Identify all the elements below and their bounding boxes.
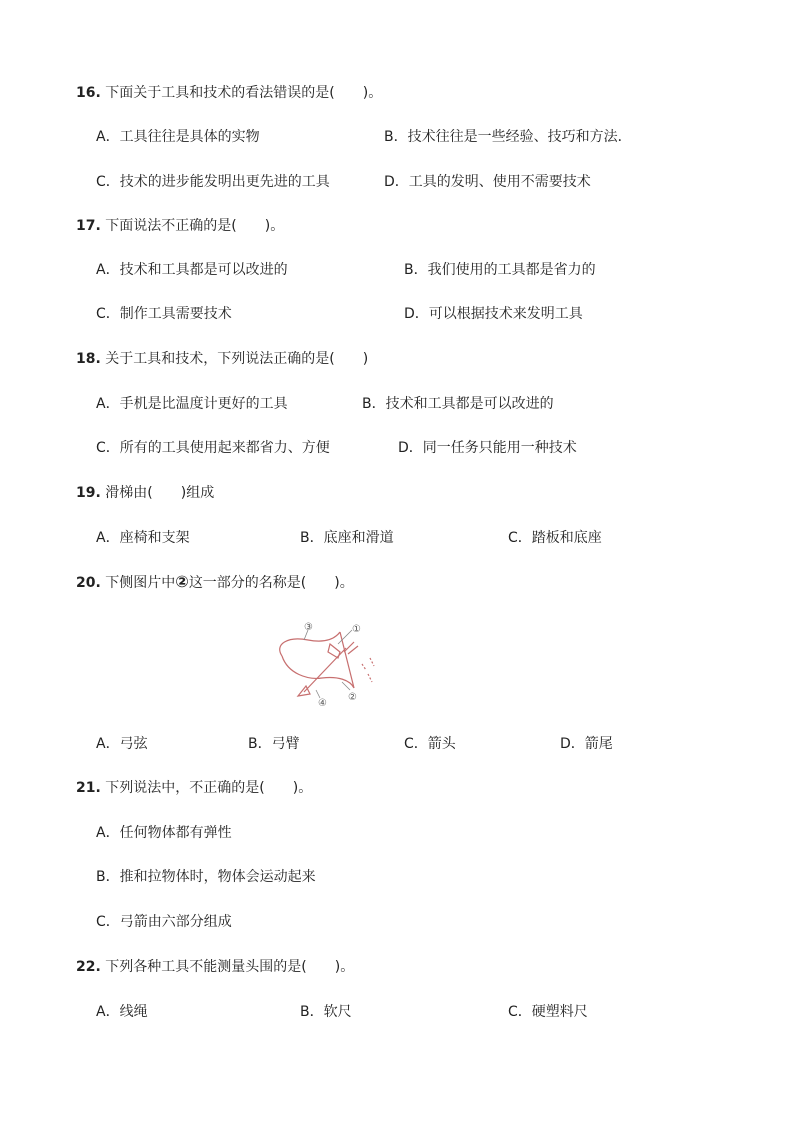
question-16: [76, 84, 382, 102]
option-20-b: B．弓臂: [248, 736, 300, 752]
option-21-c: C．弓箭由六部分组成: [96, 914, 232, 930]
question-stem: 下列各种工具不能测量头围的是( )。: [105, 959, 355, 975]
option-20-c: C．箭头: [404, 736, 456, 752]
question-stem: 下面关于工具和技术的看法错误的是( )。: [105, 85, 383, 101]
callout-leader-4: [316, 690, 320, 698]
question-17: [76, 217, 284, 235]
option-21-b: B．推和拉物体时，物体会运动起来: [96, 869, 316, 885]
question-stem-rest: 这一部分的名称是( )。: [188, 575, 354, 591]
question-stem: 下侧图片中: [105, 575, 176, 591]
option-20-d: D．箭尾: [560, 736, 613, 752]
option-21-a: A．任何物体都有弹性: [96, 825, 232, 841]
option-18-a: A．手机是比温度计更好的工具: [96, 396, 288, 412]
motion-marks: [362, 658, 374, 682]
callout-leader-2: [342, 682, 350, 690]
option-18-b: B．技术和工具都是可以改进的: [362, 396, 554, 412]
option-19-a: A．座椅和支架: [96, 530, 190, 546]
question-20: [76, 573, 354, 592]
option-17-a: A．技术和工具都是可以改进的: [96, 262, 288, 278]
question-21: [76, 779, 312, 797]
option-19-c: C．踏板和底座: [508, 530, 602, 546]
option-20-a: A．弓弦: [96, 736, 148, 752]
question-stem: 关于工具和技术，下列说法正确的是( ): [105, 351, 369, 367]
question-number: 21.: [76, 780, 101, 796]
question-stem: 下列说法中，不正确的是( )。: [105, 780, 313, 796]
option-22-a: A．线绳: [96, 1004, 148, 1020]
question-number: 17.: [76, 218, 101, 234]
circled-number-two: ②: [175, 572, 189, 591]
question-number: 16.: [76, 85, 101, 101]
option-16-a: A．工具往往是具体的实物: [96, 129, 260, 145]
figure-label-4: ④: [318, 698, 327, 709]
option-18-d: D．同一任务只能用一种技术: [398, 440, 577, 456]
option-17-d: D．可以根据技术来发明工具: [404, 306, 583, 322]
figure-label-3: ③: [304, 622, 313, 633]
question-22: [76, 958, 354, 976]
figure-label-2: ②: [348, 692, 357, 703]
option-17-c: C．制作工具需要技术: [96, 306, 232, 322]
option-22-c: C．硬塑料尺: [508, 1004, 588, 1020]
option-19-b: B．底座和滑道: [300, 530, 394, 546]
question-number: 20.: [76, 575, 101, 591]
option-16-c: C．技术的进步能发明出更先进的工具: [96, 174, 330, 190]
question-number: 22.: [76, 959, 101, 975]
question-number: 18.: [76, 351, 101, 367]
option-17-b: B．我们使用的工具都是省力的: [404, 262, 596, 278]
bow-and-arrow-figure: [268, 618, 392, 710]
question-number: 19.: [76, 485, 101, 501]
question-stem: 下面说法不正确的是( )。: [105, 218, 285, 234]
arrow-tail: [344, 642, 358, 654]
question-stem: 滑梯由( )组成: [105, 485, 215, 501]
option-18-c: C．所有的工具使用起来都省力、方便: [96, 440, 330, 456]
option-22-b: B．软尺: [300, 1004, 352, 1020]
question-19: [76, 484, 214, 502]
figure-label-1: ①: [352, 624, 361, 635]
question-18: [76, 350, 368, 368]
option-16-b: B．技术往往是一些经验、技巧和方法．: [384, 129, 632, 145]
bow-grip: [328, 644, 340, 658]
option-16-d: D．工具的发明、使用不需要技术: [384, 174, 591, 190]
